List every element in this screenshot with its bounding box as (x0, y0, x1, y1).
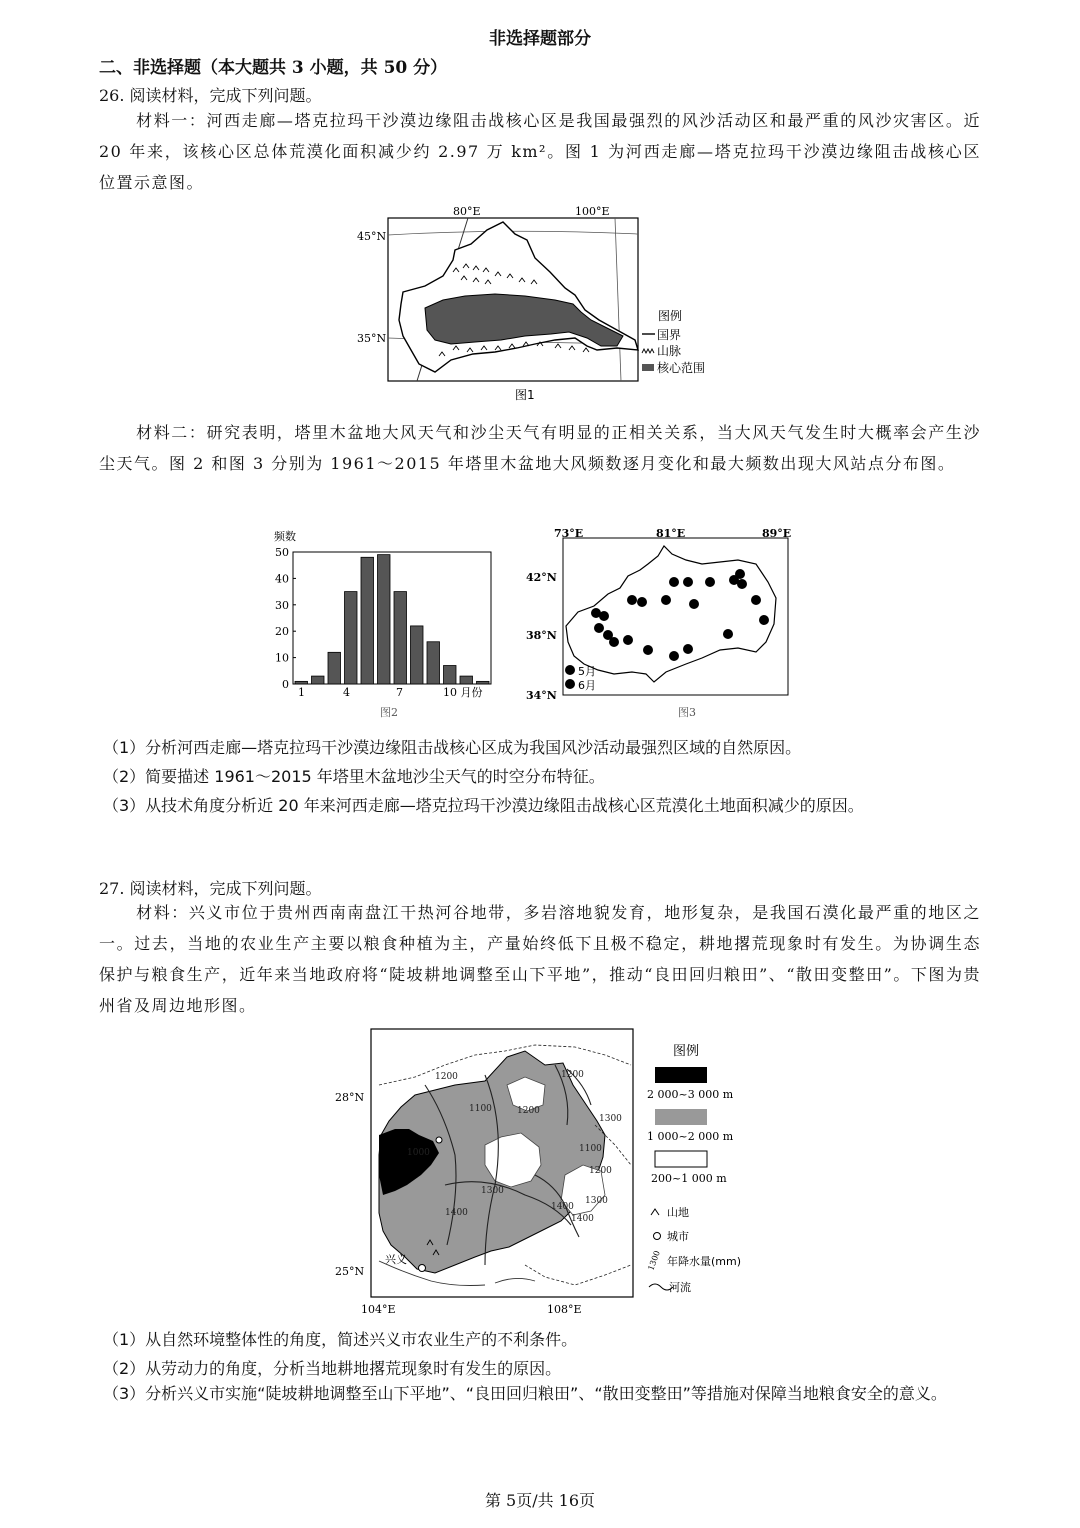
map-legend-swatch-high (655, 1067, 707, 1083)
map-contour-label: 1000 (407, 1148, 430, 1158)
q26-material-1-text: 材料一：河西走廊—塔克拉玛干沙漠边缘阻击战核心区是我国最强烈的风沙活动区和最严重的风沙灾害区。近 20 年来，该核心区总体荒漠化面积减少约 2.97 万 km²。图 1 为河西走廊—塔克拉玛干沙漠边缘阻击战核心区位置示意图。 (99, 111, 981, 192)
map-lon-label: 108°E (547, 1303, 582, 1316)
fig2-xtick: 7 (396, 686, 403, 699)
fig2-ytick: 0 (282, 678, 289, 691)
q26-subquestion-3: （3）从技术角度分析近 20 年来河西走廊—塔克拉玛干沙漠边缘阻击战核心区荒漠化土地面积减少的原因。 (103, 796, 864, 815)
fig1-legend-item: 山脉 (657, 344, 682, 358)
fig2-caption: 图2 (380, 706, 398, 719)
fig1-caption: 图1 (515, 388, 535, 402)
q27-material (99, 897, 981, 1021)
fig2-xtick: 10 月份 (443, 686, 483, 699)
figure-1-map (355, 200, 715, 405)
q27-subquestion-2: （2）从劳动力的角度，分析当地耕地撂荒现象时有发生的原因。 (103, 1359, 562, 1378)
bar-month-7 (394, 592, 407, 684)
map-legend-item: 河流 (669, 1281, 691, 1294)
fig2-plot-frame (293, 552, 491, 684)
map-legend-item: 城市 (667, 1230, 689, 1243)
map-legend-mountain-swatch (651, 1209, 659, 1215)
q27-subquestion-1: （1）从自然环境整体性的角度，简述兴义市农业生产的不利条件。 (103, 1330, 578, 1349)
map-contour-label: 1200 (561, 1070, 584, 1080)
section-heading: 二、非选择题（本大题共 3 小题，共 50 分） (99, 58, 448, 78)
fig2-ytick: 40 (275, 572, 289, 586)
map-city-marker (436, 1137, 442, 1143)
fig3-caption: 图3 (678, 706, 696, 719)
map-contour-label: 1100 (579, 1144, 602, 1154)
question-27-heading: 27. 阅读材料，完成下列问题。 (99, 879, 322, 898)
map-legend-city-swatch (654, 1233, 661, 1240)
map-lat-label: 28°N (335, 1091, 365, 1104)
map-legend-item: 1 000~2 000 m (647, 1130, 734, 1143)
bar-month-1 (295, 681, 308, 684)
fig1-legend-item: 核心范围 (657, 361, 706, 375)
fig3-legend-dot-may (565, 665, 575, 675)
fig3-lat-label: 34°N (526, 689, 557, 702)
bar-month-4 (345, 592, 358, 684)
fig3-lon-label: 89°E (762, 527, 792, 540)
map-city-label: 兴义 (385, 1253, 407, 1266)
fig1-lon-label: 100°E (575, 205, 610, 218)
map-contour-label: 1200 (435, 1072, 458, 1082)
fig1-lat-label: 45°N (357, 230, 387, 243)
map-legend-item: 年降水量(mm) (667, 1255, 742, 1268)
q26-subquestion-1: （1）分析河西走廊—塔克拉玛干沙漠边缘阻击战核心区成为我国风沙活动最强烈区域的自然原因。 (103, 738, 802, 757)
map-contour-label: 1200 (517, 1106, 540, 1116)
map-contour-label: 1300 (585, 1196, 608, 1206)
fig2-xtick: 1 (298, 686, 305, 699)
bar-month-10 (444, 666, 457, 684)
fig2-ylabel: 频数 (274, 530, 296, 543)
map-contour-label: 1400 (571, 1214, 594, 1224)
fig3-legend-item: 6月 (578, 679, 596, 692)
page-footer: 第 5页/共 16页 (484, 1491, 596, 1510)
map-contour-label: 1300 (481, 1186, 504, 1196)
bar-month-5 (361, 557, 374, 684)
map-contour-label: 1400 (551, 1202, 574, 1212)
q26-material-1 (99, 105, 981, 198)
map-city-xingyi (419, 1265, 426, 1272)
fig3-lon-label: 73°E (554, 527, 584, 540)
map-legend-item: 山地 (667, 1206, 689, 1219)
question-26-heading: 26. 阅读材料，完成下列问题。 (99, 86, 322, 105)
bar-month-3 (328, 652, 341, 684)
fig1-legend-mountain-swatch (642, 349, 654, 353)
q26-material-2-text: 材料二：研究表明，塔里木盆地大风天气和沙尘天气有明显的正相关关系，当大风天气发生时大概率会产生沙尘天气。图 2 和图 3 分别为 1961～2015 年塔里木盆地大风频数逐月变化和最大频数出现大风站点分布图。 (99, 423, 981, 473)
bar-month-9 (427, 642, 440, 684)
bar-month-12 (477, 681, 490, 684)
guizhou-topographic-map (335, 1025, 755, 1317)
map-contour-label: 1100 (469, 1104, 492, 1114)
figure-2-chart (268, 524, 498, 722)
map-contour-label: 1400 (445, 1208, 468, 1218)
q27-material-text: 材料：兴义市位于贵州西南南盘江干热河谷地带，多岩溶地貌发育，地形复杂，是我国石漠化最严重的地区之一。过去，当地的农业生产主要以粮食种植为主，产量始终低下且极不稳定，耕地撂荒现象时有发生。为协调生态保护与粮食生产，近年来当地政府将“陡坡耕地调整至山下平地”，推动“良田回归粮田”、“散田变整田”。下图为贵州省及周边地形图。 (99, 903, 981, 1015)
map-legend-swatch-low (655, 1151, 707, 1167)
fig1-lon-label: 80°E (453, 205, 481, 218)
fig3-legend-dot-june (565, 679, 575, 689)
fig2-ytick: 30 (275, 598, 289, 612)
map-legend-title: 图例 (673, 1044, 700, 1059)
map-lat-label: 25°N (335, 1265, 365, 1278)
fig1-legend-item: 国界 (657, 328, 682, 342)
fig2-ytick: 20 (275, 625, 289, 639)
bar-month-8 (411, 626, 424, 684)
fig1-lat-label: 35°N (357, 332, 387, 345)
fig3-lat-label: 38°N (526, 629, 557, 642)
q26-material-2 (99, 417, 981, 479)
bar-month-6 (378, 555, 391, 684)
fig1-legend-core-swatch (642, 364, 654, 371)
map-lon-label: 104°E (361, 1303, 396, 1316)
map-legend-item: 2 000~3 000 m (647, 1088, 734, 1101)
fig2-ytick: 10 (275, 651, 289, 665)
q26-subquestion-2: （2）简要描述 1961～2015 年塔里木盆地沙尘天气的时空分布特征。 (103, 767, 605, 786)
map-contour-label: 1300 (599, 1114, 622, 1124)
q27-subquestion-3: （3）分析兴义市实施“陡坡耕地调整至山下平地”、“良田回归粮田”、“散田变整田”等措施对保障当地粮食安全的意义。 (103, 1384, 947, 1403)
bar-month-2 (312, 676, 325, 684)
bar-month-11 (460, 676, 473, 684)
page-title: 非选择题部分 (489, 29, 591, 49)
fig1-legend-title: 图例 (658, 309, 683, 323)
map-legend-swatch-mid (655, 1109, 707, 1125)
map-legend-isohyet-sample: 1300 (646, 1249, 662, 1272)
fig2-xtick: 4 (343, 686, 350, 699)
fig2-ytick: 50 (275, 546, 289, 559)
map-contour-label: 1200 (589, 1166, 612, 1176)
figure-3-map (516, 524, 796, 722)
map-legend-item: 200~1 000 m (651, 1172, 727, 1185)
fig3-lon-label: 81°E (656, 527, 686, 540)
fig3-legend-item: 5月 (578, 665, 596, 678)
fig3-lat-label: 42°N (526, 571, 557, 584)
